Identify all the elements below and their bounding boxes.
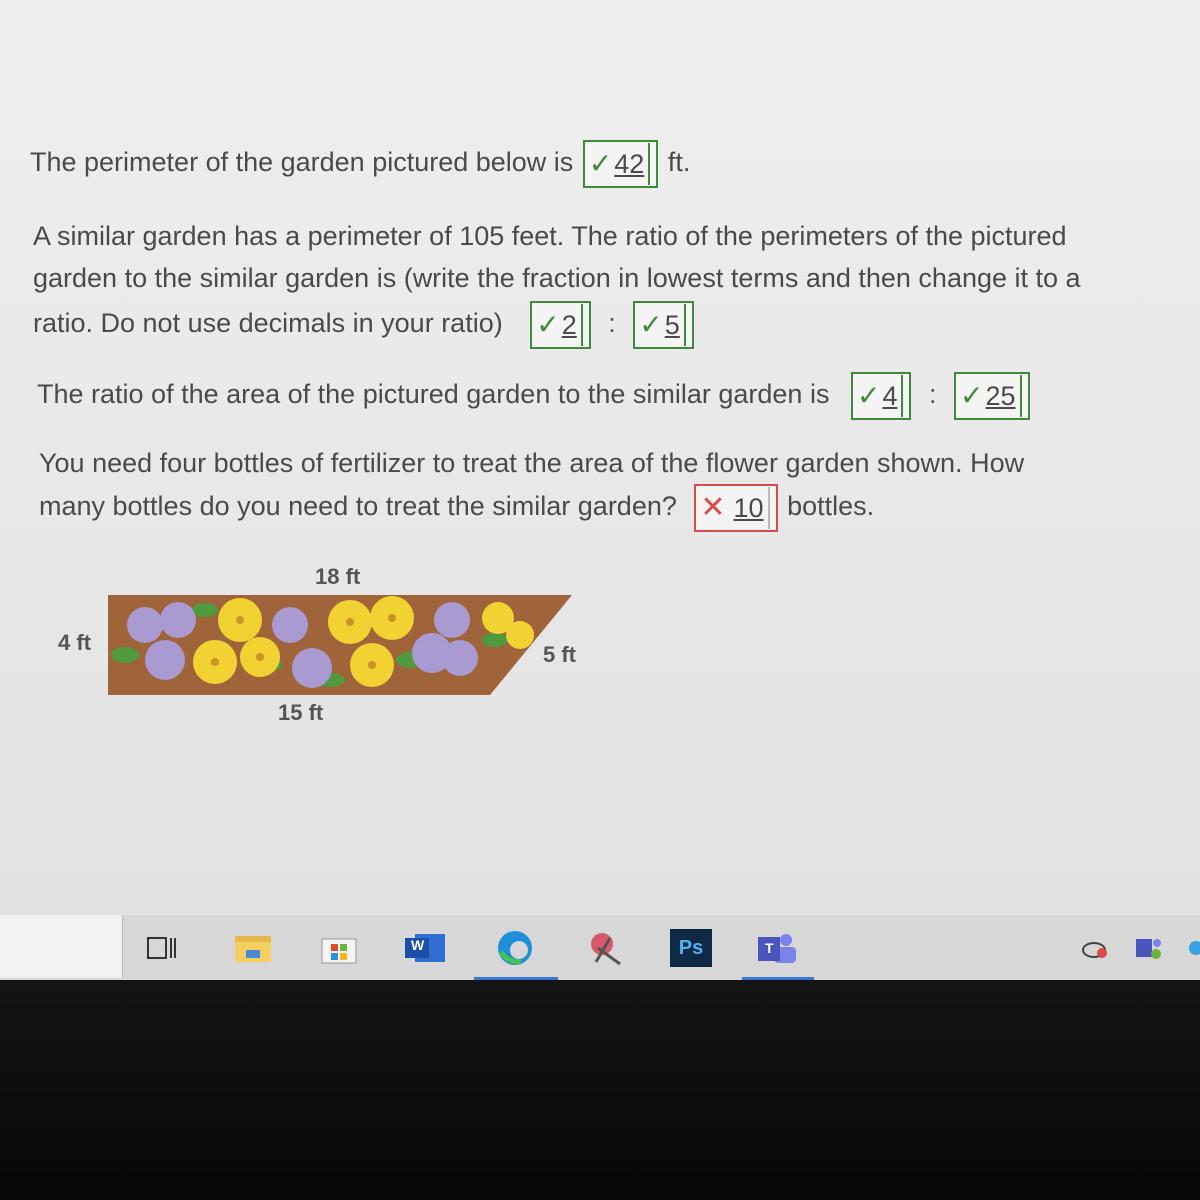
file-explorer-icon[interactable]	[232, 929, 274, 967]
dimension-top: 18 ft	[315, 564, 361, 589]
question-text: The perimeter of the garden pictured below is	[30, 147, 574, 178]
check-icon: ✓	[856, 380, 881, 411]
question-line	[33, 301, 1081, 349]
question-line-text: many bottles do you need to treat the similar garden?	[39, 491, 677, 522]
question-perimeter	[30, 140, 690, 188]
answer-box-perimeter[interactable]	[583, 140, 659, 188]
answer-value: 4	[882, 375, 903, 417]
cloud-sync-icon[interactable]	[1078, 929, 1112, 967]
dimension-left: 4 ft	[58, 630, 91, 655]
check-icon: ✓	[960, 380, 984, 411]
taskbar	[0, 915, 1200, 980]
question-fertilizer	[39, 442, 1024, 532]
word-icon[interactable]	[405, 929, 447, 967]
dimension-right: 5 ft	[543, 642, 576, 667]
question-area-ratio	[37, 372, 1032, 420]
answer-value: 25	[985, 375, 1021, 417]
answer-value: 5	[665, 304, 686, 346]
answer-value: 2	[562, 304, 583, 346]
check-icon: ✓	[639, 309, 663, 340]
edge-icon[interactable]	[494, 929, 536, 967]
answer-box-ratio-b[interactable]	[633, 301, 694, 349]
check-icon: ✓	[588, 148, 613, 179]
question-text: The ratio of the area of the pictured garden to the similar garden is	[37, 379, 830, 410]
photoshop-icon[interactable]	[670, 929, 712, 967]
check-icon: ✓	[536, 309, 560, 340]
task-view-icon[interactable]	[140, 929, 182, 967]
unit-label: bottles.	[787, 491, 875, 522]
store-icon[interactable]	[318, 929, 360, 967]
question-line: A similar garden has a perimeter of 105 feet. The ratio of the perimeters of the pictured	[33, 221, 1067, 251]
answer-box-area-a[interactable]	[851, 372, 912, 420]
question-line	[39, 484, 1024, 532]
unit-label: ft.	[667, 147, 691, 178]
question-line: You need four bottles of fertilizer to treat the area of the flower garden shown. How	[39, 448, 1025, 478]
taskbar-search[interactable]	[0, 915, 123, 978]
ratio-separator: :	[608, 308, 616, 339]
network-icon[interactable]	[1182, 929, 1200, 967]
answer-box-bottles[interactable]	[694, 484, 777, 532]
word-label: W	[411, 937, 425, 953]
answer-box-area-b[interactable]	[954, 372, 1030, 420]
garden-illustration	[0, 550, 700, 750]
dimension-bottom: 15 ft	[278, 700, 324, 725]
question-line: garden to the similar garden is (write the fraction in lowest terms and then change it to a	[33, 263, 1081, 293]
answer-box-ratio-a[interactable]	[530, 301, 591, 349]
x-icon: ✕	[700, 491, 726, 524]
teams-label: T	[765, 940, 774, 956]
snip-icon[interactable]	[585, 929, 627, 967]
garden-figure	[0, 550, 700, 750]
photoshop-label: Ps	[678, 936, 704, 959]
question-line-text: ratio. Do not use decimals in your ratio)	[33, 308, 503, 339]
answer-value: 42	[614, 143, 650, 185]
ratio-separator: :	[928, 379, 937, 410]
question-perimeter-ratio	[33, 215, 1081, 349]
monitor-bezel	[0, 980, 1200, 1200]
teams-icon[interactable]	[756, 929, 798, 967]
teams-tray-icon[interactable]	[1132, 929, 1166, 967]
answer-value: 10	[734, 487, 770, 529]
